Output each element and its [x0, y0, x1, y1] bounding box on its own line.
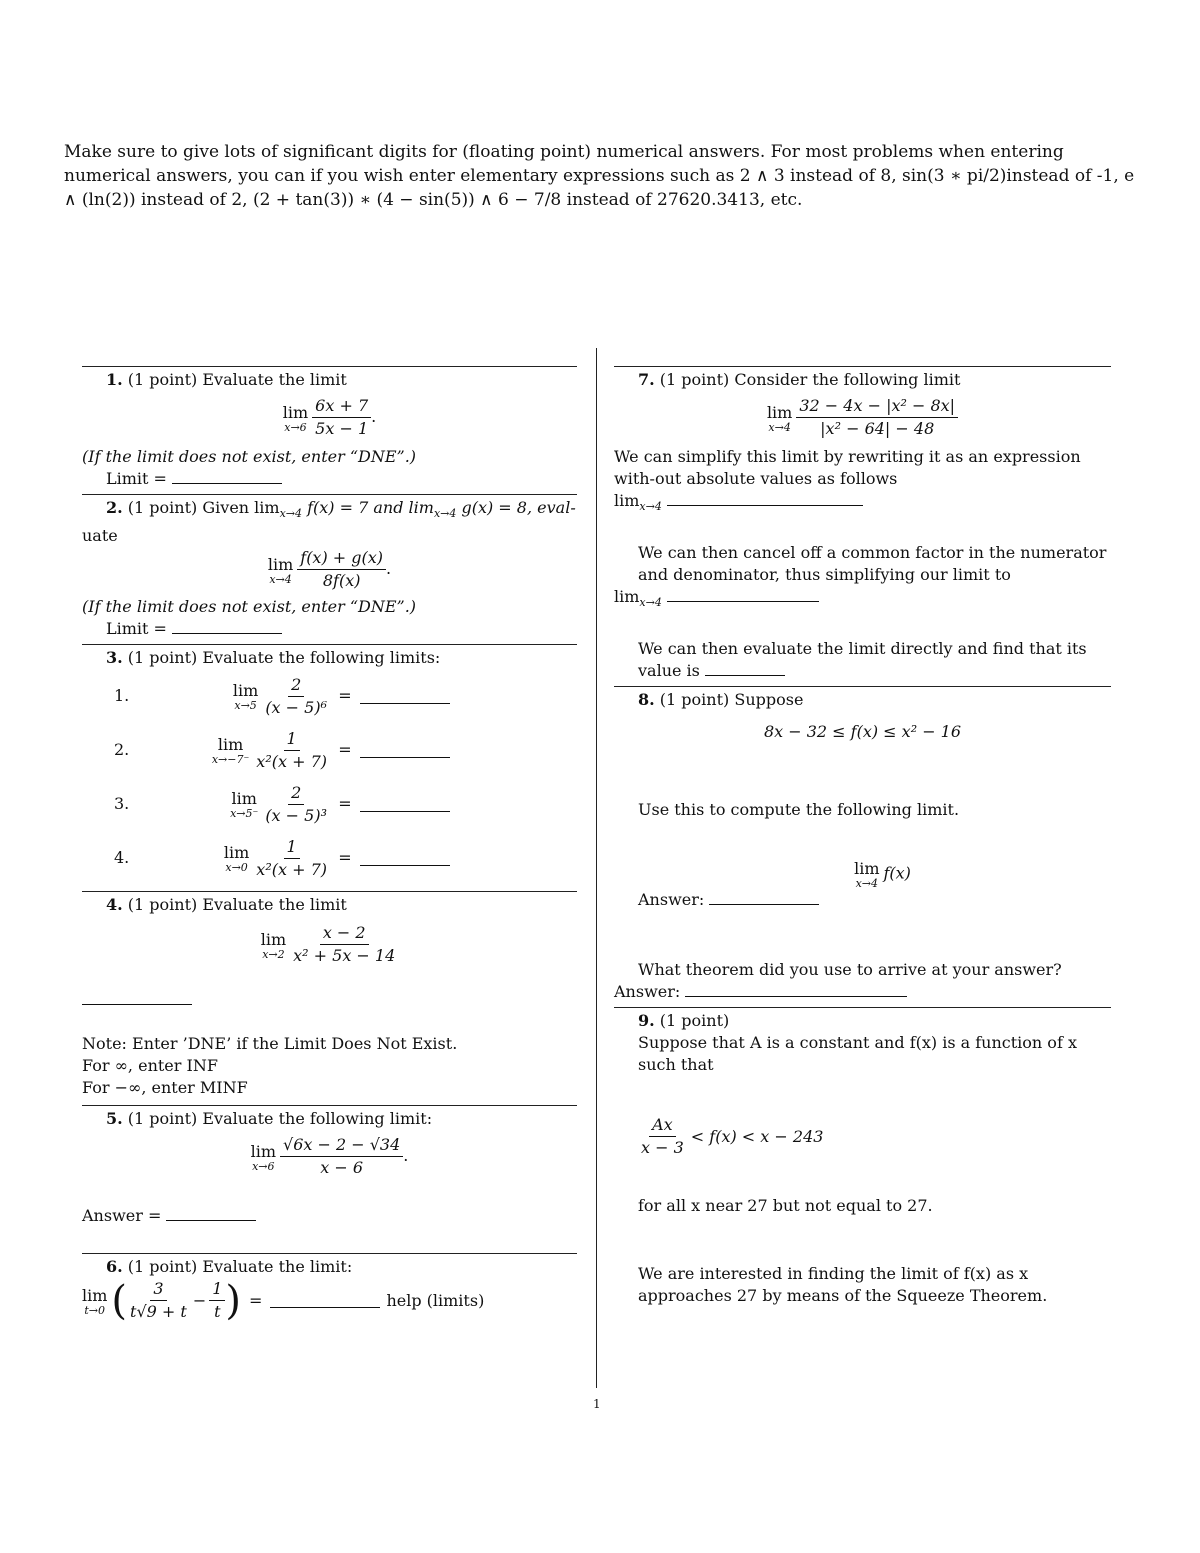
- limit-expression: lim x→6 $\frac{√6x - 2 - √34}{x - 6}$ .: [250, 1135, 409, 1178]
- help-link[interactable]: help (limits): [386, 1290, 485, 1310]
- intro-paragraph: Make sure to give lots of significant digits for (floating point) numerical answers. For most problems when entering numerical answers, you can if you wish enter elementary expressions such as 2 ∧ 3 instead of 8, sin(3 ∗ pi/2)instead of -1, e ∧ (ln(2)) instead of 2, (2 + tan(3)) ∗ (4 − sin(5)) ∧ 6 − 7/8 instead of 27620.3413, etc.: [64, 142, 1135, 210]
- left-column: [82, 348, 577, 1323]
- answer-input[interactable]: [705, 661, 785, 676]
- problem-4: 4. (1 point) Evaluate the limit lim x→2 $\frac{x - 2}{\text{x² + 5x − 14}}$ Note: Enter ’DNE’ if the Limit Does Not Exist. For ∞, enter INF For −∞, enter MINF: [82, 891, 577, 1099]
- problem-6: 6. (1 point) Evaluate the limit: lim t→0 ( $\frac{3}{t√9 + t}$ − $\frac{1}{t}$ ) = help (limits): [82, 1253, 577, 1323]
- answer-input[interactable]: [166, 1206, 256, 1221]
- right-column: [614, 348, 1111, 1307]
- limit-expression: lim x→4 $\frac{f(x) + g(x)}{8f(x)}$ .: [267, 548, 392, 591]
- sublimit-row: 2. lim x→−7⁻ $\frac{1}{\text{x²(x + 7)}}$ =: [82, 723, 577, 777]
- limit-expression: lim t→0 ( $\frac{3}{t√9 + t}$ − $\frac{1}{t}$ ) = help (limits): [82, 1277, 485, 1324]
- sublimit-row: 4. lim x→0 $\frac{1}{\text{x²(x + 7)}}$ =: [82, 831, 577, 885]
- sublimit-row: 1. lim x→5 $\frac{2}{\text{(x − 5)⁶}}$ =: [82, 669, 577, 723]
- answer-input[interactable]: [685, 982, 907, 997]
- problem-9: 9. (1 point) Suppose that A is a constant and f(x) is a function of x such that $\frac{Ax}{x - 3}$ < f(x) < x − 243 for all x near 27 but not equal to 27. We are interested in finding the limit of f(x) as x approaches 27 by means of the Squeeze Theorem.: [614, 1007, 1111, 1307]
- limit-expression: lim x→6 $\frac{6x + 7}{5x - 1}$ .: [282, 396, 377, 438]
- problem-number: 1.: [106, 370, 123, 389]
- problem-5: 5. (1 point) Evaluate the following limit: lim x→6 $\frac{√6x - 2 - √34}{x - 6}$ . Answer =: [82, 1105, 577, 1227]
- page-number: 1: [593, 1397, 601, 1411]
- answer-input[interactable]: [360, 743, 450, 758]
- problem-text: Evaluate the limit: [202, 370, 347, 389]
- problem-3: 3. (1 point) Evaluate the following limits: 1. lim x→5 $\frac{2}{\text{(x − 5)⁶}}$ = 2. lim x→−7⁻ $\frac{1}{\text{x²(x + 7)}}$ = 3. lim x→5⁻ $\frac{2}{\text{(x − 5)³}}$ = 4. lim x→0 $\frac{1}{\text{x²(x + 7)}}$ =: [82, 644, 577, 885]
- inequality-expression: $\frac{Ax}{x - 3}$ < f(x) < x − 243: [641, 1115, 824, 1158]
- sublimit-row: 3. lim x→5⁻ $\frac{2}{\text{(x − 5)³}}$ =: [82, 777, 577, 831]
- answer-input[interactable]: [270, 1293, 380, 1308]
- answer-input[interactable]: [667, 491, 863, 506]
- dne-note: (If the limit does not exist, enter “DNE”.): [82, 447, 417, 466]
- answer-row: Limit =: [82, 468, 577, 490]
- problem-2: 2. (1 point) Given $\lim_{x\to 4} f(x) = 7$ and $\lim_{x\to 4} g(x) = 8$, eval- uate lim x→4 $\frac{f(x) + g(x)}{8f(x)}$ . (If the limit does not exist, enter “DNE”.) Limit =: [82, 494, 577, 640]
- problem-7: 7. (1 point) Consider the following limit lim x→4 $\frac{\text{32 − 4x − |x² − 8x|}}{\text{|x² − 64| − 48}}$ We can simplify this limit by rewriting it as an expression with-out absolute values as follows $\lim_{x\to 4}$ We can then cancel off a common factor in the numerator and denominator, thus simplifying our limit to $\lim_{x\to 4}$ We can then evaluate the limit directly and find that its value is: [614, 366, 1111, 682]
- problem-points: (1 point): [127, 370, 198, 389]
- answer-input[interactable]: [82, 990, 192, 1005]
- limit-expression: lim x→2 $\frac{x - 2}{\text{x² + 5x − 14}}$: [260, 923, 396, 966]
- column-divider: [596, 348, 597, 1388]
- answer-input[interactable]: [360, 689, 450, 704]
- answer-input[interactable]: [667, 587, 819, 602]
- answer-input[interactable]: [172, 619, 282, 634]
- answer-input[interactable]: [360, 851, 450, 866]
- problem-8: 8. (1 point) Suppose 8x − 32 ≤ f(x) ≤ x² − 16 Use this to compute the following limit. lim x→4 f(x) Answer: What theorem did you use to arrive at your answer? Answer:: [614, 686, 1111, 1003]
- answer-input[interactable]: [709, 890, 819, 905]
- answer-input[interactable]: [172, 469, 282, 484]
- answer-input[interactable]: [360, 797, 450, 812]
- limit-expression: lim x→4 $\frac{\text{32 − 4x − |x² − 8x|}}{\text{|x² − 64| − 48}}$: [614, 395, 1111, 440]
- problem-1: [82, 366, 577, 490]
